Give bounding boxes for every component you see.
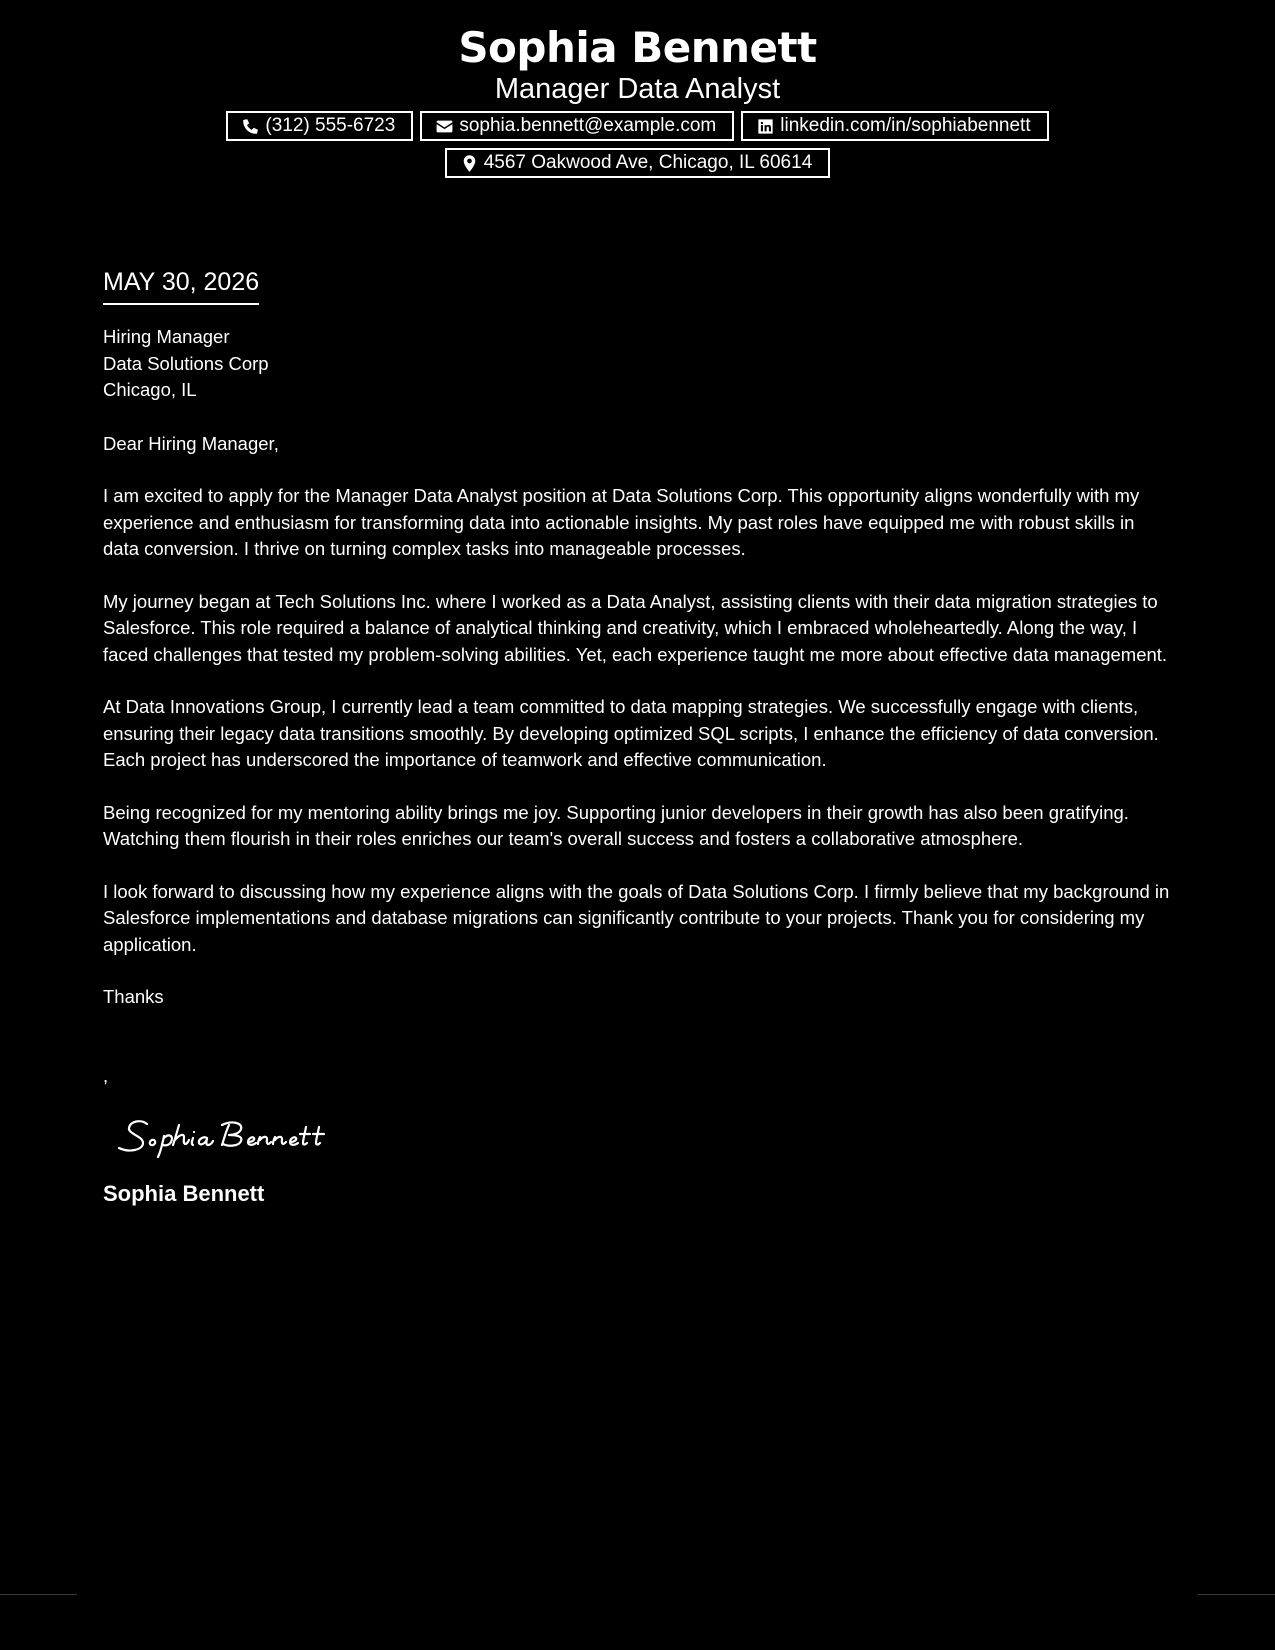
contact-row-primary <box>0 111 1275 141</box>
letter-date: MAY 30, 2026 <box>103 265 259 305</box>
body-paragraph: At Data Innovations Group, I currently lead a team committed to data mapping strategies. We successfully engage with clients, ensuring their legacy data transitions smoothly. By developing optimized SQL scripts, I enhance the efficiency of data conversion. Each project has underscored the importance of teamwork and effective communication. <box>103 696 1159 770</box>
salutation: Dear Hiring Manager, <box>103 432 279 454</box>
closing-comma: , <box>103 1064 109 1086</box>
recipient-line: Chicago, IL <box>103 379 197 400</box>
body-paragraph: I am excited to apply for the Manager Data Analyst position at Data Solutions Corp. This opportunity aligns wonderfully with my experience and enthusiasm for transforming data into actionable insights. My past roles have equipped me with robust skills in data conversion. I thrive on turning complex tasks into manageable processes. <box>103 485 1140 559</box>
body-paragraph: My journey began at Tech Solutions Inc. where I worked as a Data Analyst, assisting clients with their data migration strategies to Salesforce. This role required a balance of analytical thinking and creativity, which I embraced wholeheartedly. Along the way, I faced challenges that tested my problem-solving abilities. Yet, each experience taught me more about effective data management. <box>103 590 1168 665</box>
linkedin-text: linkedin.com/in/sophiabennett <box>780 115 1031 136</box>
footer-rule-left <box>0 1594 77 1595</box>
contact-row-secondary <box>0 148 1275 178</box>
sender-title: Manager Data Analyst <box>494 73 781 105</box>
recipient-line: Hiring Manager <box>103 326 230 347</box>
address-contact <box>445 148 831 178</box>
handwritten-signature <box>117 1111 357 1161</box>
phone-text: (312) 555-6723 <box>265 115 396 136</box>
address-text: 4567 Oakwood Ave, Chicago, IL 60614 <box>483 152 813 173</box>
signature-image <box>117 1111 357 1161</box>
signer-name: Sophia Bennett <box>103 1181 265 1206</box>
envelope-icon <box>435 117 454 136</box>
linkedin-icon <box>756 117 775 136</box>
letter-header <box>0 20 1275 178</box>
footer-rule-right <box>1198 1594 1275 1595</box>
phone-icon <box>241 117 260 136</box>
body-paragraph: Being recognized for my mentoring ability brings me joy. Supporting junior developers in their growth has also been gratifying. Watching them flourish in their roles enriches our team's overall success and fosters a collaborative atmosphere. <box>103 801 1129 849</box>
linkedin-contact[interactable] <box>741 111 1048 141</box>
body-paragraph: I look forward to discussing how my experience aligns with the goals of Data Solutions Corp. I firmly believe that my background in Salesforce implementations and database migrations can significantly contribute to your projects. Thank you for considering my application. <box>103 880 1170 955</box>
letter-body <box>103 265 1173 1209</box>
recipient-block <box>103 324 1173 404</box>
map-marker-icon <box>460 154 479 173</box>
closing: Thanks <box>103 986 164 1007</box>
sender-name: Sophia Bennett <box>458 23 817 72</box>
email-contact[interactable] <box>420 111 734 141</box>
email-text: sophia.bennett@example.com <box>459 115 717 136</box>
recipient-line: Data Solutions Corp <box>103 352 269 374</box>
phone-contact[interactable] <box>226 111 413 141</box>
